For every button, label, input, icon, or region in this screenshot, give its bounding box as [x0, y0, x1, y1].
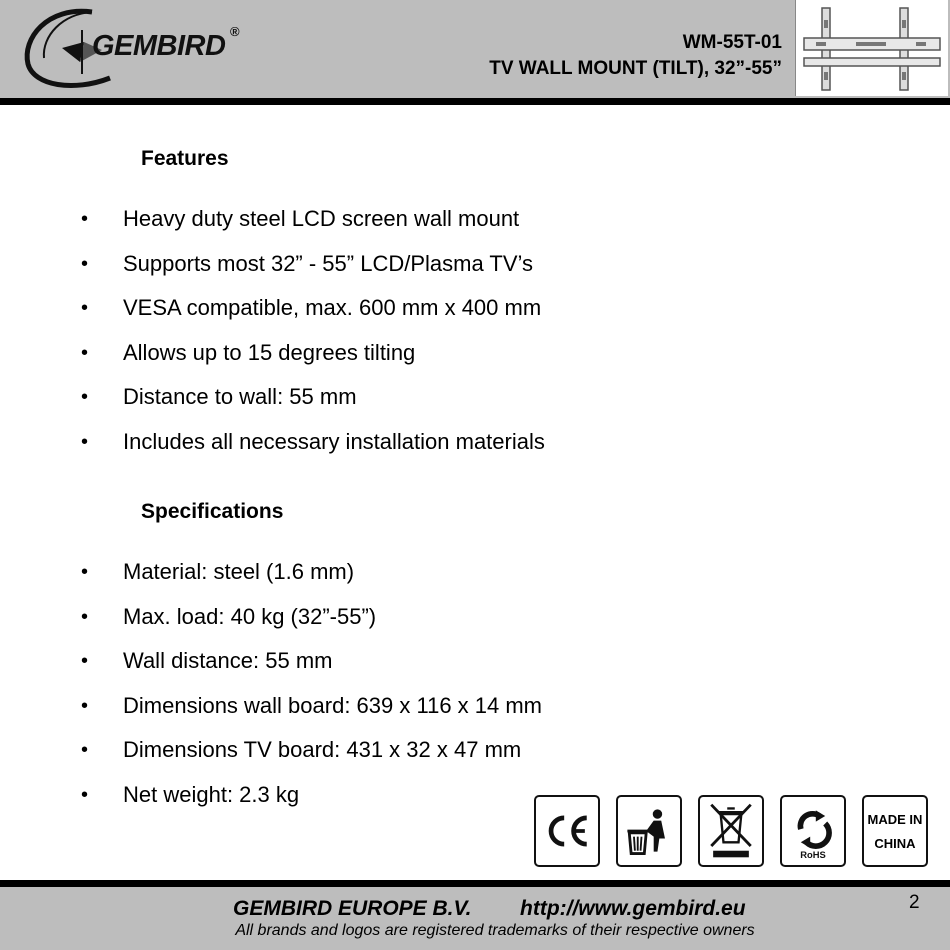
bullet-icon: • — [81, 650, 89, 672]
bullet-icon: • — [81, 341, 89, 364]
footer-band — [0, 887, 950, 950]
footer-rule — [0, 880, 950, 887]
made-in-line2: CHINA — [874, 836, 916, 851]
made-in-china-icon — [862, 795, 928, 867]
specifications-title: Specifications — [141, 500, 284, 523]
features-title: Features — [141, 147, 229, 170]
ce-mark-icon — [534, 795, 600, 867]
product-heading — [489, 30, 782, 82]
rohs-label: RoHS — [800, 849, 826, 861]
bullet-icon: • — [81, 252, 89, 275]
product-image — [795, 0, 948, 96]
header-rule — [0, 98, 950, 105]
brand-name: GEMBIRD — [92, 30, 226, 62]
model-number: WM-55T-01 — [682, 32, 782, 53]
certification-icons — [534, 795, 930, 870]
bullet-icon: • — [81, 783, 89, 806]
bullet-icon: • — [81, 561, 89, 583]
rohs-icon — [780, 795, 846, 867]
bullet-icon: • — [81, 605, 89, 628]
bullet-icon: • — [81, 739, 89, 761]
bullet-icon: • — [81, 386, 89, 408]
bullet-icon: • — [81, 208, 89, 230]
bullet-icon: • — [81, 297, 89, 319]
recycle-bin-icon — [616, 795, 682, 867]
bullet-icon: • — [81, 430, 89, 453]
bullet-icon: • — [81, 694, 89, 717]
website-link[interactable]: http://www.gembird.eu — [520, 897, 746, 920]
company-name: GEMBIRD EUROPE B.V. — [233, 897, 472, 920]
weee-crossed-bin-icon — [698, 795, 764, 867]
registered-mark: ® — [230, 24, 240, 39]
page-number: 2 — [909, 892, 920, 913]
product-name: TV WALL MOUNT (TILT), 32”-55” — [489, 58, 782, 79]
made-in-line1: MADE IN — [867, 812, 923, 827]
trademark-notice: All brands and logos are registered trademarks of their respective owners — [235, 922, 755, 939]
wall-mount-icon — [796, 0, 948, 96]
